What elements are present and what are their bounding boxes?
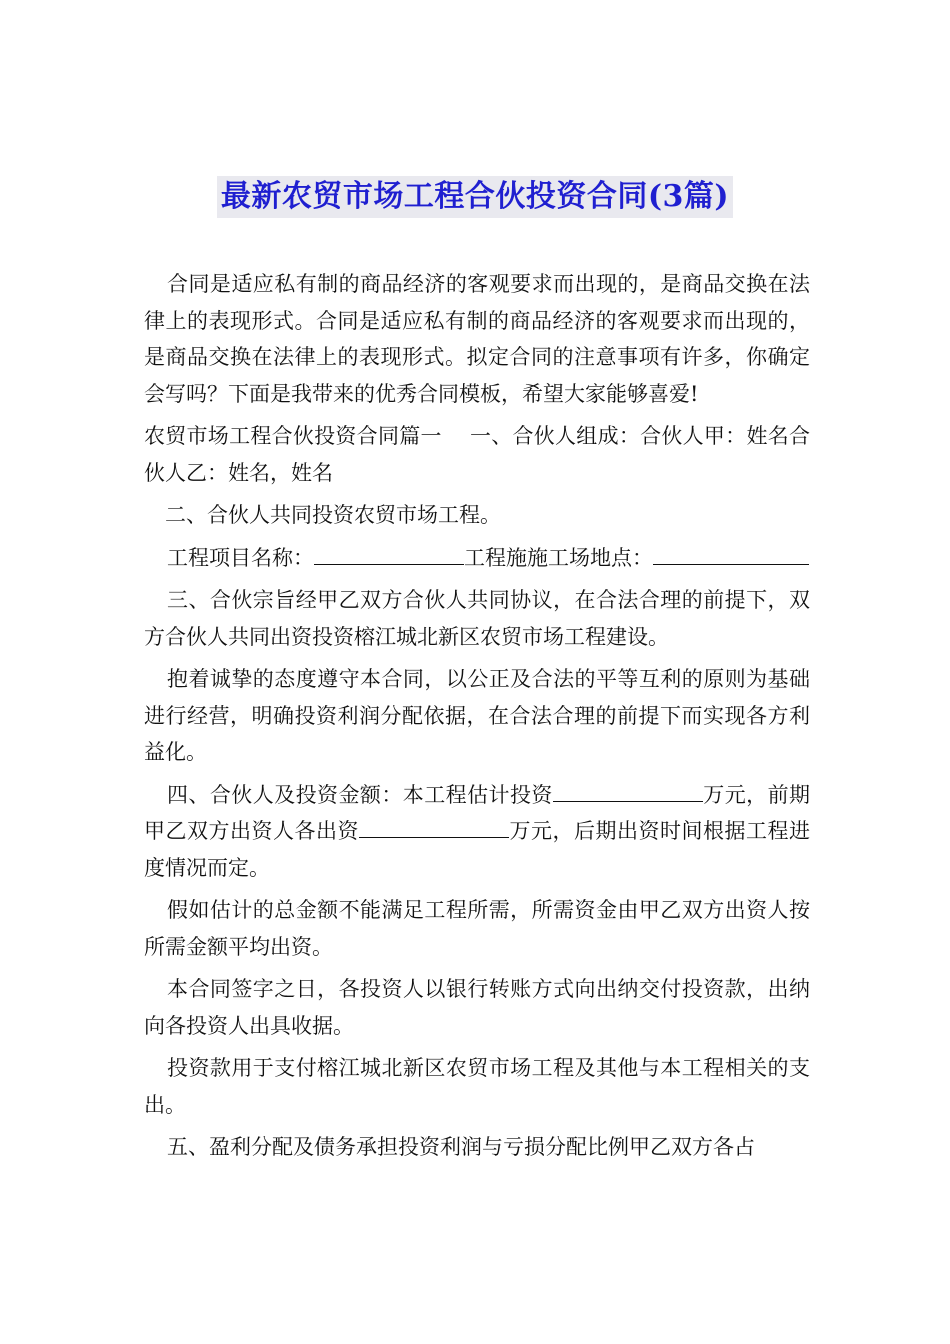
total-investment-blank bbox=[553, 783, 703, 802]
initial-contribution-label: 万元，前期甲乙双方出资人各出资 bbox=[144, 782, 811, 843]
project-location-blank bbox=[653, 546, 775, 565]
section-three-paragraph: 三、合伙宗旨经甲乙双方合伙人共同协议，在合法合理的前提下，双方合伙人共同出资投资榕江城北新区农贸市场工程建设。 bbox=[144, 588, 810, 649]
section-one-paragraph: 农贸市场工程合伙投资合同篇一 一、合伙人组成：合伙人甲：姓名合伙人乙：姓名，姓名 bbox=[144, 424, 810, 485]
project-info-paragraph bbox=[144, 540, 810, 577]
section-five-paragraph: 五、盈利分配及债务承担投资利润与亏损分配比例甲乙双方各占 bbox=[167, 1135, 755, 1159]
document-title: 最新农贸市场工程合伙投资合同(3篇) bbox=[217, 176, 733, 218]
project-location-blank-continued bbox=[775, 546, 809, 565]
investment-estimate-label: 四、合伙人及投资金额：本工程估计投资 bbox=[167, 782, 553, 807]
project-name-label: 工程项目名称： bbox=[167, 545, 314, 570]
intro-paragraph: 合同是适应私有制的商品经济的客观要求而出现的，是商品交换在法律上的表现形式。合同是适应私有制的商品经济的客观要求而出现的，是商品交换在法律上的表现形式。拟定合同的注意事项有许多，你确定会写吗？下面是我带来的优秀合同模板，希望大家能够喜爱! bbox=[144, 272, 810, 406]
project-location-label: 工程施施工场地点： bbox=[464, 545, 653, 570]
contribution-timing-text: 万元，后期出资时间根据工程进度情况而定。 bbox=[144, 819, 810, 880]
fund-usage-paragraph: 投资款用于支付榕江城北新区农贸市场工程及其他与本工程相关的支出。 bbox=[144, 1056, 810, 1117]
signing-payment-paragraph: 本合同签字之日，各投资人以银行转账方式向出纳交付投资款，出纳向各投资人出具收据。 bbox=[144, 977, 810, 1038]
shortfall-paragraph: 假如估计的总金额不能满足工程所需，所需资金由甲乙双方出资人按所需金额平均出资。 bbox=[144, 898, 810, 959]
document-body bbox=[144, 266, 810, 1166]
project-name-blank bbox=[314, 546, 464, 565]
each-contribution-blank bbox=[359, 819, 509, 838]
section-two-paragraph: 二、合伙人共同投资农贸市场工程。 bbox=[165, 503, 501, 527]
principle-paragraph: 抱着诚挚的态度遵守本合同，以公正及合法的平等互利的原则为基础进行经营，明确投资利润分配依据，在合法合理的前提下而实现各方利益化。 bbox=[144, 667, 810, 764]
section-four-paragraph bbox=[144, 777, 810, 887]
title-container bbox=[0, 176, 950, 218]
